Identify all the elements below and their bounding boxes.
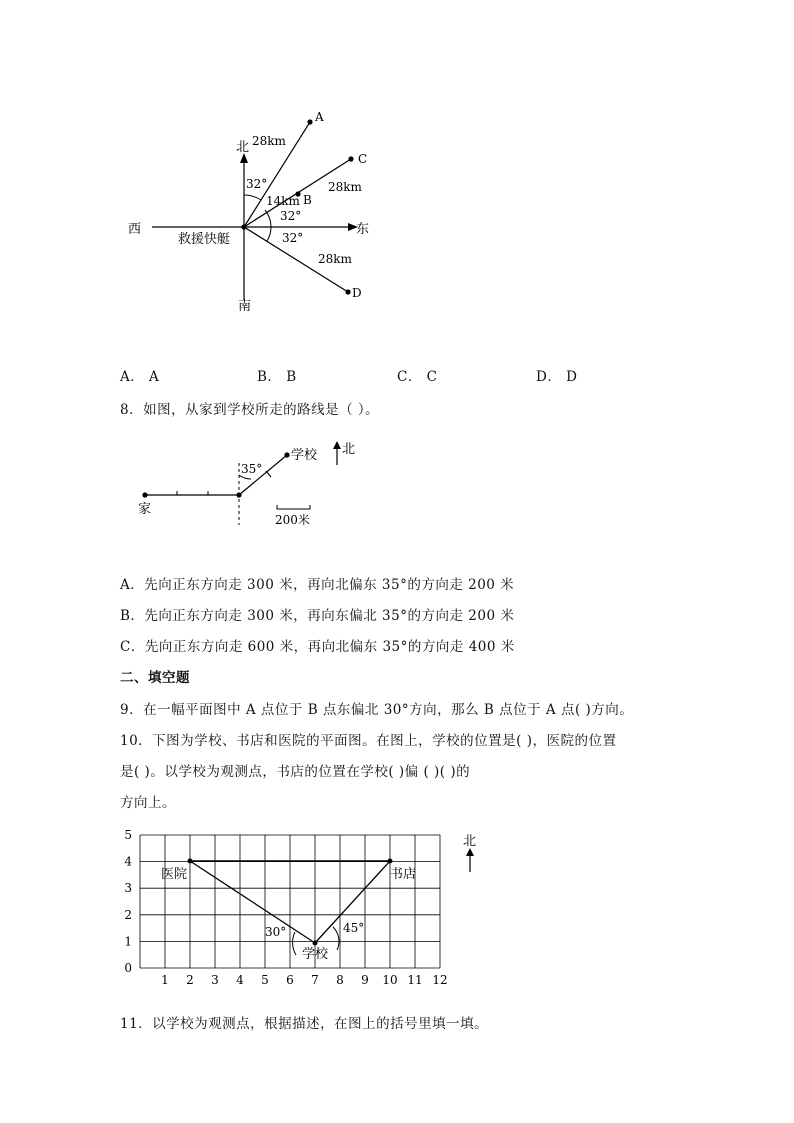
school-label: 学校 [302, 947, 329, 962]
q8-option-b[interactable]: B．先向正东方向走 300 米，再向东偏北 35°的方向走 200 米 [120, 608, 515, 624]
x-tick-label: 8 [336, 973, 344, 987]
hospital-label: 医院 [161, 867, 188, 882]
label-A: A [315, 110, 324, 124]
q10-line2: 是( )。以学校为观测点，书店的位置在学校( )偏 ( )( )的 [120, 764, 471, 780]
east-label: 东 [356, 222, 370, 237]
label-C: C [358, 152, 368, 166]
y-tick-label: 0 [124, 961, 132, 975]
angle-D: 32° [282, 231, 304, 245]
q8-stem: 8．如图，从家到学校所走的路线是（ ）。 [120, 402, 380, 418]
rescue-direction-diagram [120, 100, 380, 320]
q8-option-a[interactable]: A．先向正东方向走 300 米，再向北偏东 35°的方向走 200 米 [120, 577, 515, 593]
q10-line1: 10．下图为学校、书店和医院的平面图。在图上，学校的位置是( )，医院的位置 [120, 733, 617, 749]
point-A [307, 119, 312, 124]
origin-label: 救援快艇 [178, 232, 231, 247]
x-tick-label: 3 [211, 973, 219, 987]
point-D [345, 289, 350, 294]
angle-A: 32° [246, 177, 268, 191]
x-tick-label: 2 [186, 973, 194, 987]
dist-D: 28km [318, 252, 352, 266]
dist-A: 28km [252, 134, 286, 148]
grid-north-label: 北 [463, 834, 477, 849]
scale-label: 200米 [275, 513, 310, 527]
x-tick-label: 4 [236, 973, 244, 987]
angle-label: 35° [241, 462, 263, 476]
q7-option-b[interactable]: B． B [257, 369, 297, 385]
q11-text: 11．以学校为观测点，根据描述，在图上的括号里填一填。 [120, 1016, 489, 1032]
q7-option-d[interactable]: D． D [536, 369, 578, 385]
bookstore-label: 书店 [390, 867, 417, 882]
grid-map [115, 825, 495, 995]
q7-option-a[interactable]: A． A [120, 369, 160, 385]
q8-option-c[interactable]: C．先向正东方向走 600 米，再向北偏东 35°的方向走 400 米 [120, 639, 515, 655]
q10-line3: 方向上。 [120, 795, 176, 811]
point-C [348, 156, 353, 161]
x-tick-label: 6 [286, 973, 294, 987]
x-tick-label: 9 [361, 973, 369, 987]
school-label: 学校 [291, 448, 318, 463]
y-tick-label: 4 [124, 854, 132, 869]
route-diagram [130, 435, 370, 530]
north-label: 北 [342, 442, 356, 457]
section-title: 二、填空题 [120, 670, 190, 686]
y-tick-label: 3 [124, 881, 132, 896]
x-tick-label: 10 [382, 973, 398, 987]
angle-B: 32° [280, 209, 302, 223]
angle-right-label: 45° [343, 921, 365, 935]
west-label: 西 [128, 222, 142, 237]
label-B: B [303, 193, 312, 207]
x-tick-label: 11 [407, 973, 423, 987]
q7-option-c[interactable]: C． C [397, 369, 438, 385]
north-label: 北 [236, 140, 250, 155]
x-tick-label: 12 [432, 973, 448, 987]
x-tick-label: 5 [261, 973, 269, 987]
x-tick-label: 7 [311, 973, 319, 987]
q9-text: 9．在一幅平面图中 A 点位于 B 点东偏北 30°方向，那么 B 点位于 A 点( )方向。 [120, 702, 634, 718]
angle-left-label: 30° [265, 925, 287, 939]
dist-B: 14km [266, 194, 300, 208]
x-tick-label: 1 [161, 973, 169, 987]
label-D: D [352, 286, 362, 300]
dist-C: 28km [328, 180, 362, 194]
y-tick-label: 1 [124, 934, 132, 949]
home-label: 家 [138, 502, 152, 517]
south-label: 南 [238, 299, 252, 314]
y-tick-label: 2 [124, 907, 132, 922]
y-tick-label: 5 [124, 828, 132, 842]
